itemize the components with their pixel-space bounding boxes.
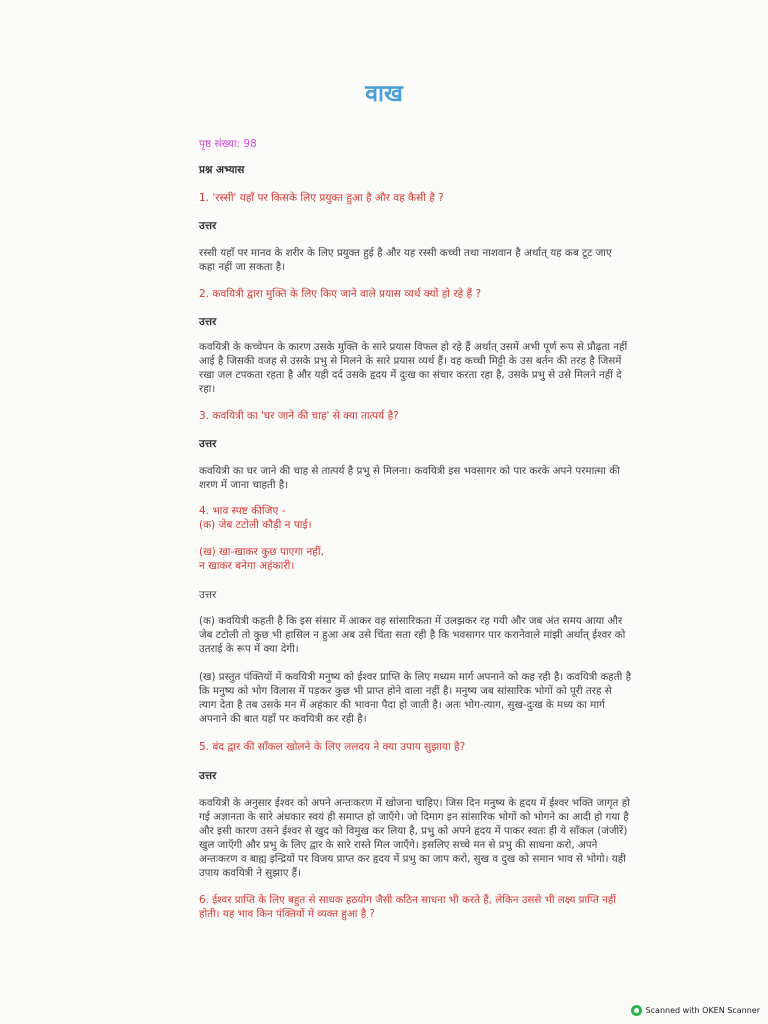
answer-line: गई अज्ञानता के सारे अंधकार स्वयं ही समाप्त हो जाएँगे। जो दिमाग इन सांसारिक भोगों को भोगने का आदी हो गया है — [199, 811, 629, 823]
question-4b-line1: (ख) खा-खाकर कुछ पाएगा नहीं, — [199, 546, 324, 558]
answer-line: कि मनुष्य को भोग विलास में पड़कर कुछ भी प्राप्त होने वाला नहीं है। मनुष्य जब सांसारिक भोगों को पूरी तरह से — [199, 685, 612, 697]
answer-label-5: उत्तर — [199, 770, 217, 782]
answer-line: आई है जिसकी वजह से उसके प्रभु से मिलने के सारे प्रयास व्यर्थ हैं। वह कच्ची मिट्टी के उस बर्तन की तरह है जिसमें — [199, 355, 622, 367]
answer-4b — [199, 670, 667, 726]
question-2: 2. कवयित्री द्वारा मुक्ति के लिए किए जाने वाले प्रयास व्यर्थ क्यों हो रहे हैं ? — [199, 288, 482, 300]
section-heading: प्रश्न अभ्यास — [199, 164, 245, 176]
answer-line: त्याग देता है तब उसके मन में अहंकार की भावना पैदा हो जाती है। अतः भोग-त्याग, सुख-दुःख के मध्य का मार्ग — [199, 699, 605, 711]
question-4: 4. भाव स्पष्ट कीजिए - — [199, 505, 286, 517]
answer-line: कवयित्री का घर जाने की चाह से तात्पर्य है प्रभु से मिलना। कवयित्री इस भवसागर को पार करके अपने परमात्मा की — [199, 465, 620, 477]
answer-line: (क) कवयित्री कहती है कि इस संसार में आकर वह सांसारिकता में उलझकर रह गयी और जब अंत समय आया और — [199, 615, 623, 627]
answer-line: रखा जल टपकता रहता है और यही दर्द उसके हृदय में दुःख का संचार करता रहा है, उसके प्रभु से उसे मिलने नहीं दे — [199, 369, 622, 381]
answer-line: जेब टटोली तो कुछ भी हासिल न हुआ अब उसे चिंता सता रही है कि भवसागर पार करानेवाले मांझी अर्थात् ईश्वर को — [199, 629, 626, 641]
answer-line: रहा। — [199, 383, 216, 395]
answer-label-4: उत्तर — [199, 589, 217, 601]
answer-line: कवयित्री के अनुसार ईश्वर को अपने अन्तःकरण में खोजना चाहिए। जिस दिन मनुष्य के हृदय में ईश्वर भक्ति जागृत हो — [199, 797, 630, 809]
scanner-logo-icon — [631, 1005, 642, 1016]
answer-line: अन्तःकरण व बाह्य इन्द्रियों पर विजय प्राप्त कर हृदय में प्रभु का जाप करो, सुख व दुख को समान भाव से भोगो। यही — [199, 853, 626, 865]
question-4a: (क) जेब टटोली कौड़ी न पाई। — [199, 519, 312, 531]
answer-3 — [199, 464, 667, 492]
answer-label-3: उत्तर — [199, 438, 217, 450]
answer-line: कहा नहीं जा सकता है। — [199, 261, 286, 273]
answer-4a — [199, 614, 667, 656]
question-line: 6. ईश्वर प्राप्ति के लिए बहुत से साधक हठयोग जैसी कठिन साधना भी करते हैं, लेकिन उससे भी लक्ष्य प्राप्ति नहीं — [199, 894, 616, 906]
page-title: वाख — [365, 81, 403, 107]
question-3: 3. कवयित्री का 'घर जाने की चाह' से क्या तात्पर्य है? — [199, 410, 399, 422]
page-number-label: पृष्ठ संख्या: 98 — [199, 138, 257, 150]
question-4b-line2: न खाकर बनेगा अहंकारी। — [199, 560, 295, 572]
question-6 — [199, 893, 667, 921]
answer-line: उपाय कवयित्री ने सुझाए हैं। — [199, 867, 302, 879]
question-1: 1. 'रस्सी' यहाँ पर किसके लिए प्रयुक्त हुआ है और वह कैसी है ? — [199, 192, 444, 204]
answer-line: और इसी कारण उसने ईश्वर से खुद को विमुख कर लिया है, प्रभु को अपने हृदय में पाकर स्वतः ही ये साँकल (जंजीरें) — [199, 825, 628, 837]
answer-label-2: उत्तर — [199, 316, 217, 328]
question-5: 5. बंद द्वार की साँकल खोलने के लिए ललदय ने क्या उपाय सुझाया है? — [199, 741, 466, 753]
answer-label-1: उत्तर — [199, 220, 217, 232]
answer-line: शरण में जाना चाहती है। — [199, 479, 289, 491]
answer-1 — [199, 246, 667, 274]
question-line: होती। यह भाव किन पंक्तियों में व्यक्त हुआ है ? — [199, 908, 375, 920]
scanner-watermark-text: Scanned with OKEN Scanner — [645, 1006, 760, 1015]
answer-line: (ख) प्रस्तुत पंक्तियों में कवयित्री मनुष्य को ईश्वर प्राप्ति के लिए मध्यम मार्ग अपनाने को कह रही है। कवयित्री कहती है — [199, 671, 632, 683]
answer-line: उतराई के रूप में क्या देगी। — [199, 643, 299, 655]
answer-2 — [199, 340, 667, 396]
answer-line: अपनाने की बात यहाँ पर कवयित्री कर रही है। — [199, 713, 367, 725]
answer-line: रस्सी यहाँ पर मानव के शरीर के लिए प्रयुक्त हुई है और यह रस्सी कच्ची तथा नाशवान है अर्थात् यह कब टूट जाए — [199, 247, 612, 259]
scanner-watermark — [631, 1005, 760, 1016]
answer-line: खुल जाएँगी और प्रभु के लिए द्वार के सारे रास्ते मिल जाएँगे। इसलिए सच्चे मन से प्रभु की साधना करो, अपने — [199, 839, 598, 851]
answer-line: कवयित्री के कच्चेपन के कारण उसके मुक्ति के सारे प्रयास विफल हो रहे हैं अर्थात् उसमें अभी पूर्ण रूप से प्रौढ़ता नहीं — [199, 341, 628, 353]
answer-5 — [199, 796, 667, 880]
